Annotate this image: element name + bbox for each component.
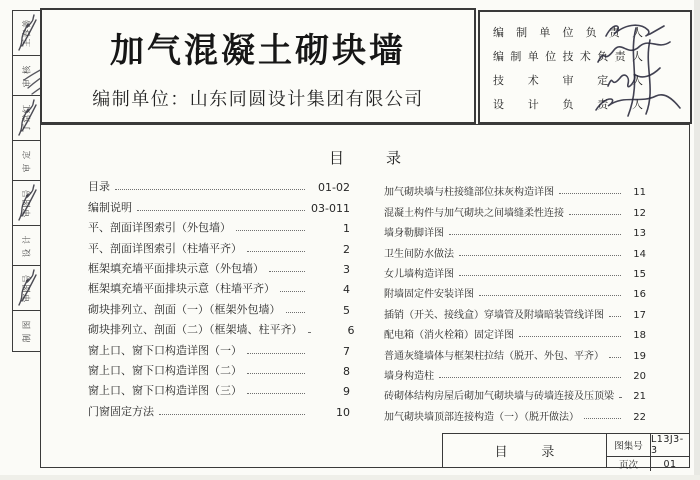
stamp-cell — [13, 56, 40, 96]
personnel-role-label: 技术审定人 — [493, 74, 643, 87]
toc-leader-dots — [459, 255, 621, 256]
toc-entry — [384, 303, 646, 323]
toc-entry-title: 配电箱（消火栓箱）固定详图 — [384, 330, 514, 342]
signature-scribble-icon — [14, 97, 40, 139]
toc-entry — [88, 299, 350, 319]
toc-entry-title: 砌块排列立、剖面（一）（框架外包墙） — [88, 302, 281, 316]
toc-entry-page: 15 — [633, 268, 646, 280]
toc-leader-dots — [236, 230, 305, 231]
stamp-label: 丁常红 — [22, 103, 33, 133]
toc-entry-page: 8 — [343, 364, 350, 378]
toc-leader-dots — [247, 373, 305, 374]
toc-entry-page: 12 — [633, 207, 646, 219]
toc-leader-dots — [286, 312, 306, 313]
toc-entry — [384, 201, 646, 221]
toc-leader-dots — [569, 214, 621, 215]
toc-leader-dots — [519, 336, 621, 337]
toc-entry — [88, 361, 350, 381]
stamp-cell — [13, 266, 40, 311]
toc-entry-page: 5 — [343, 303, 350, 317]
toc-entry-page: 01-02 — [318, 181, 350, 195]
toc-entry — [88, 381, 350, 401]
toc-entry-title: 加气砌块墙与柱接缝部位抹灰构造详图 — [384, 187, 554, 199]
scan-edge-shadow — [0, 475, 700, 480]
toc-entry — [384, 385, 646, 405]
toc-entry-page: 7 — [343, 344, 350, 358]
toc-entry-title: 普通灰缝墙体与框架柱拉结（脱开、外包、平齐） — [384, 350, 604, 362]
toc-leader-dots — [449, 234, 621, 235]
toc-leader-dots — [247, 393, 305, 394]
sheet-title: 目录 — [443, 434, 607, 467]
toc-entry-page: 22 — [633, 411, 646, 423]
stamp-cell — [13, 11, 40, 56]
personnel-role-label: 编制单位技术负责人 — [493, 50, 643, 63]
toc-leader-dots — [459, 275, 621, 276]
toc-entry-title: 砌块排列立、剖面（二）（框架墙、柱平齐） — [88, 323, 303, 337]
toc-leader-dots — [247, 251, 305, 252]
stamp-cell — [13, 226, 40, 266]
toc-entry-page: 14 — [633, 248, 646, 260]
toc-leader-dots — [609, 316, 621, 317]
stamp-label: 审 核 — [22, 64, 33, 87]
personnel-signatures-icon — [578, 14, 688, 122]
toc-entry-title: 砖砌体结构房屋后砌加气砌块墙与砖墙连接及压顶梁 — [384, 391, 614, 403]
stamp-cell — [13, 311, 40, 351]
stamp-label: 审图号 — [22, 188, 33, 218]
toc-entry-page: 20 — [633, 370, 646, 382]
toc-entry — [88, 279, 350, 299]
toc-entry — [88, 197, 350, 217]
toc-entry-title: 墙身构造柱 — [384, 370, 434, 382]
toc-leader-dots — [247, 353, 305, 354]
contents-frame — [40, 124, 690, 468]
toc-entry-page: 18 — [633, 330, 646, 342]
toc-entry — [88, 340, 350, 360]
contents-heading: 目录 — [328, 149, 443, 167]
toc-entry-page: 10 — [336, 405, 350, 419]
toc-leader-dots — [559, 193, 621, 194]
toc-leader-dots — [159, 414, 305, 415]
stamp-cell — [13, 181, 40, 226]
toc-entry — [384, 181, 646, 201]
toc-entry-page: 16 — [633, 289, 646, 301]
toc-entry — [88, 218, 350, 238]
page-title: 加气混凝土砌块墙 — [110, 31, 406, 71]
toc-entry-page: 21 — [633, 391, 646, 403]
personnel-role-label: 设计负责人 — [493, 98, 643, 111]
toc-entry-title: 门窗固定方法 — [88, 404, 154, 418]
toc-entry-title: 附墙固定件安装详图 — [384, 289, 474, 301]
atlas-number-value: L13J3-3 — [651, 434, 689, 457]
toc-leader-dots — [609, 357, 621, 358]
toc-entry-page: 11 — [633, 187, 646, 199]
signature-scribble-icon — [14, 182, 40, 224]
toc-entry-page: 13 — [633, 228, 646, 240]
toc-entry-page: 3 — [343, 262, 350, 276]
stamp-label: 审 定 — [22, 149, 33, 172]
atlas-meta-grid — [607, 434, 689, 471]
signature-scribble-icon — [14, 267, 40, 309]
toc-entry-page: 6 — [347, 324, 355, 338]
toc-entry — [88, 401, 350, 421]
toc-entry-title: 窗上口、窗下口构造详图（三） — [88, 384, 242, 398]
personnel-role-label: 编制单位负责人 — [493, 26, 643, 39]
toc-leader-dots — [619, 397, 621, 398]
toc-entry-page: 1 — [343, 222, 350, 236]
toc-leader-dots — [137, 210, 305, 211]
toc-column-right — [384, 181, 646, 426]
personnel-box — [478, 10, 692, 124]
toc-entry — [384, 283, 646, 303]
toc-entry-title: 墙身勒脚详图 — [384, 228, 444, 240]
toc-entry-title: 框架填充墙平面排块示意（外包墙） — [88, 261, 264, 275]
stamp-label: 制 图 — [22, 319, 33, 343]
toc-entry — [384, 405, 646, 425]
toc-entry-title: 窗上口、窗下口构造详图（二） — [88, 363, 242, 377]
toc-entry-title: 目录 — [88, 180, 110, 194]
toc-leader-dots — [479, 295, 621, 296]
toc-entry — [88, 238, 350, 258]
toc-leader-dots — [308, 332, 310, 333]
signature-scribble-icon — [14, 12, 40, 54]
stamp-cell — [13, 141, 40, 181]
stamp-label: 设 计 — [22, 234, 33, 257]
toc-entry — [384, 222, 646, 242]
toc-leader-dots — [269, 271, 305, 272]
toc-entry-title: 平、剖面详图索引（外包墙） — [88, 221, 231, 235]
scan-edge-shadow — [694, 0, 700, 480]
toc-entry — [88, 259, 350, 279]
toc-entry-title: 卫生间防水做法 — [384, 248, 454, 260]
toc-column-left — [88, 177, 355, 422]
toc-entry-page: 17 — [633, 309, 646, 321]
toc-entry-title: 窗上口、窗下口构造详图（一） — [88, 343, 242, 357]
toc-entry-title: 混凝土构件与加气砌块之间墙缝柔性连接 — [384, 207, 564, 219]
toc-entry — [88, 177, 350, 197]
toc-leader-dots — [439, 377, 621, 378]
toc-entry-page: 19 — [633, 350, 646, 362]
toc-leader-dots — [584, 418, 621, 419]
stamp-cell — [13, 96, 40, 141]
toc-entry-title: 女儿墙构造详图 — [384, 268, 454, 280]
toc-entry-page: 9 — [343, 385, 350, 399]
toc-entry-page: 03-011 — [311, 201, 350, 215]
toc-entry — [384, 263, 646, 283]
toc-leader-dots — [115, 189, 305, 190]
toc-entry — [88, 320, 355, 340]
toc-entry — [384, 242, 646, 262]
toc-entry — [384, 365, 646, 385]
stamp-label: 王春善 — [22, 18, 33, 48]
toc-entry — [384, 324, 646, 344]
page-number-value: 01 — [663, 458, 677, 470]
page-number-label: 页次 — [607, 457, 651, 471]
title-box — [40, 8, 476, 124]
publisher-line: 编制单位：山东同圆设计集团有限公司 — [92, 89, 424, 110]
toc-leader-dots — [280, 291, 305, 292]
toc-entry-title: 加气砌块墙顶部连接构造（一）（脱开做法） — [384, 411, 579, 423]
stamp-label: 审图号 — [22, 273, 33, 303]
toc-entry — [384, 344, 646, 364]
toc-entry-title: 编制说明 — [88, 200, 132, 214]
toc-entry-title: 插销（开关、接线盒）穿墙管及附墙暗装管线详图 — [384, 309, 604, 321]
atlas-number-label: 图集号 — [607, 434, 651, 457]
drawing-title-bar — [442, 433, 690, 471]
toc-entry-page: 4 — [343, 283, 350, 297]
toc-entry-page: 2 — [343, 242, 350, 256]
toc-entry-title: 框架填充墙平面排块示意（柱墙平齐） — [88, 282, 275, 296]
approval-stamp-strip — [12, 10, 41, 352]
toc-entry-title: 平、剖面详图索引（柱墙平齐） — [88, 241, 242, 255]
